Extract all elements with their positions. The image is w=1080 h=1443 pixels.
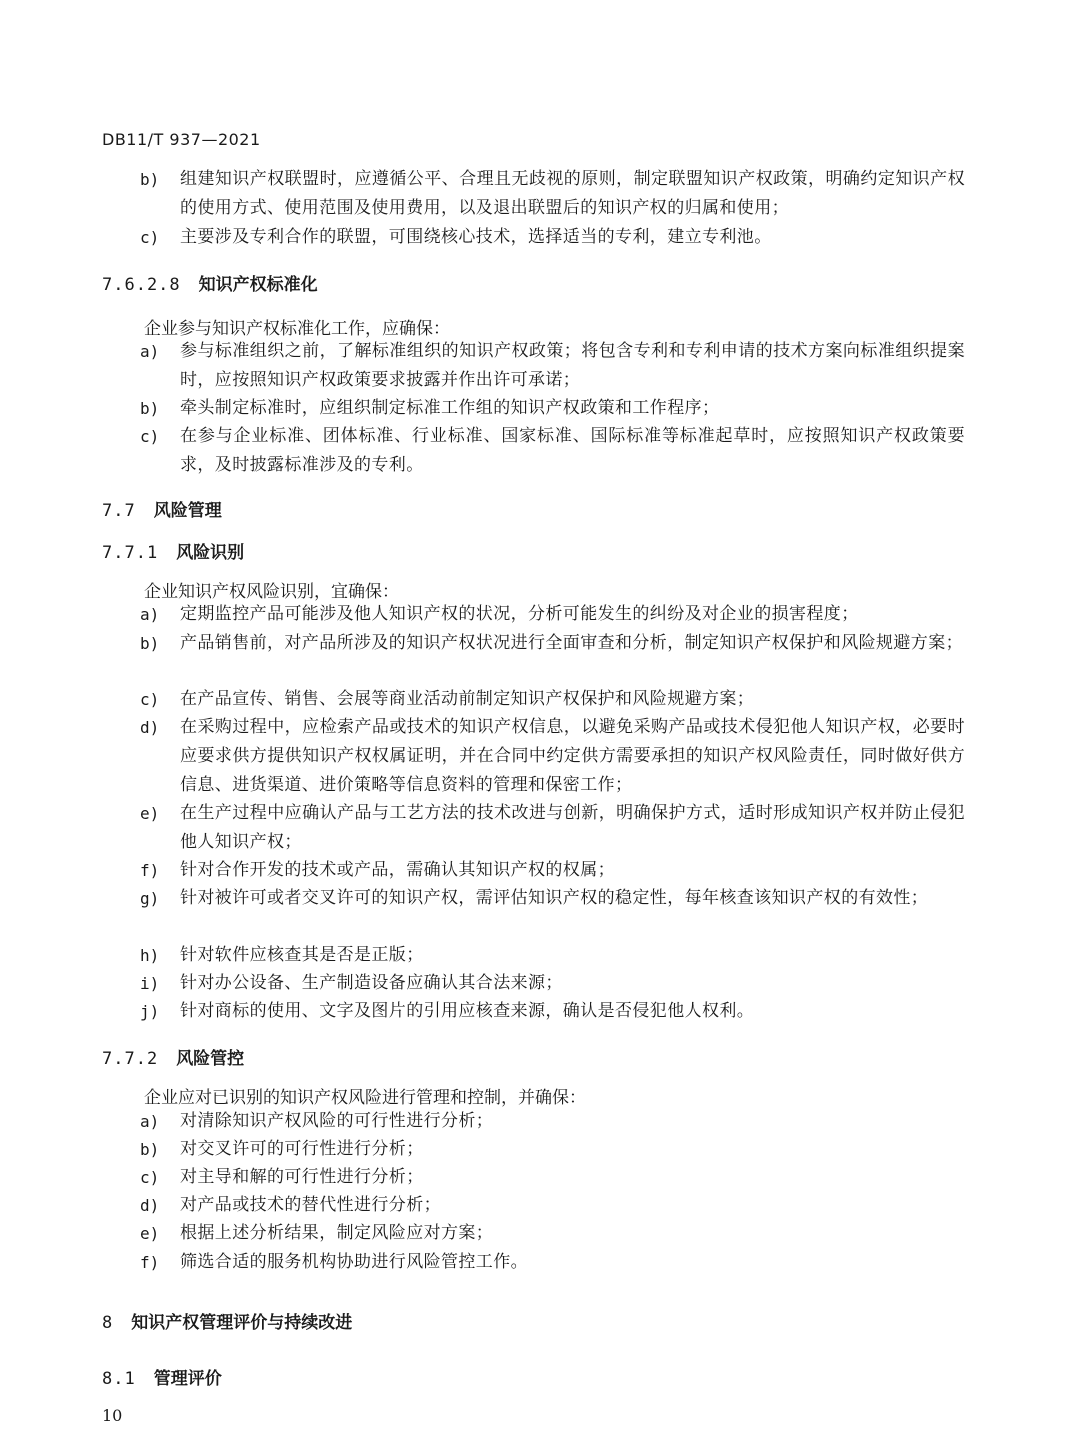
item-text: 在生产过程中应确认产品与工艺方法的技术改进与创新，明确保护方式，适时形成知识产权并防止侵犯他人知识产权； <box>180 803 965 852</box>
item-text: 筛选合适的服务机构协助进行风险管控工作。 <box>180 1252 528 1272</box>
section-number: 7.7.1 <box>102 543 159 563</box>
item-label: b) <box>140 1140 160 1159</box>
item-text: 产品销售前，对产品所涉及的知识产权状况进行全面审查和分析，制定知识产权保护和风险规避方案； <box>180 633 963 653</box>
section-intro: 企业应对已识别的知识产权风险进行管理和控制，并确保： <box>144 1088 586 1108</box>
section-title: 风险管理 <box>153 501 222 521</box>
item-label: c) <box>140 427 160 446</box>
item-text: 主要涉及专利合作的联盟，可围绕核心技术，选择适当的专利，建立专利池。 <box>180 227 772 247</box>
item-label: e) <box>140 1224 160 1243</box>
item-label: a) <box>140 1112 160 1131</box>
section-title: 知识产权管理评价与持续改进 <box>131 1313 353 1333</box>
section-number: 7.6.2.8 <box>102 275 181 295</box>
item-text: 对交叉许可的可行性进行分析； <box>180 1139 424 1159</box>
item-text: 在参与企业标准、团体标准、行业标准、国家标准、国际标准等标准起草时，应按照知识产权政策要求，及时披露标准涉及的专利。 <box>180 426 965 475</box>
section-heading <box>102 496 222 521</box>
section-intro: 企业参与知识产权标准化工作，应确保： <box>144 319 450 339</box>
item-label: c) <box>140 690 160 709</box>
page-number: 10 <box>102 1406 123 1425</box>
item-text: 对产品或技术的替代性进行分析； <box>180 1195 441 1215</box>
item-text: 针对办公设备、生产制造设备应确认其合法来源； <box>180 973 563 993</box>
item-label: i) <box>140 974 160 993</box>
item-label: f) <box>140 861 160 880</box>
section-heading <box>102 538 244 563</box>
item-text: 在产品宣传、销售、会展等商业活动前制定知识产权保护和风险规避方案； <box>180 689 755 709</box>
item-label: c) <box>140 228 160 247</box>
item-label: d) <box>140 1196 160 1215</box>
section-number: 8.1 <box>102 1369 136 1389</box>
item-text: 针对商标的使用、文字及图片的引用应核查来源，确认是否侵犯他人权利。 <box>180 1001 755 1021</box>
item-text: 在采购过程中，应检索产品或技术的知识产权信息，以避免采购产品或技术侵犯他人知识产权，必要时应要求供方提供知识产权权属证明，并在合同中约定供方需要承担的知识产权风险责任，同时做好供方信息、进货渠道、进价策略等信息资料的管理和保密工作； <box>180 717 965 795</box>
item-text: 组建知识产权联盟时，应遵循公平、合理且无歧视的原则，制定联盟知识产权政策，明确约定知识产权的使用方式、使用范围及使用费用，以及退出联盟后的知识产权的归属和使用； <box>180 169 965 218</box>
section-title: 风险管控 <box>176 1049 245 1069</box>
item-label: a) <box>140 605 160 624</box>
section-title: 知识产权标准化 <box>198 275 318 295</box>
section-number: 8 <box>102 1313 114 1333</box>
item-label: e) <box>140 804 160 823</box>
item-text: 参与标准组织之前，了解标准组织的知识产权政策；将包含专利和专利申请的技术方案向标准组织提案时，应按照知识产权政策要求披露并作出许可承诺； <box>180 341 965 390</box>
item-label: c) <box>140 1168 160 1187</box>
item-text: 牵头制定标准时，应组织制定标准工作组的知识产权政策和工作程序； <box>180 398 720 418</box>
item-text: 对主导和解的可行性进行分析； <box>180 1167 424 1187</box>
item-label: j) <box>140 1002 160 1021</box>
item-label: b) <box>140 399 160 418</box>
section-heading <box>102 1044 244 1069</box>
section-title: 管理评价 <box>153 1369 222 1389</box>
item-label: g) <box>140 889 160 908</box>
section-title: 风险识别 <box>176 543 245 563</box>
section-heading <box>102 270 318 295</box>
item-label: b) <box>140 170 160 189</box>
item-label: b) <box>140 634 160 653</box>
item-label: h) <box>140 946 160 965</box>
item-text: 根据上述分析结果，制定风险应对方案； <box>180 1223 494 1243</box>
section-heading <box>102 1308 352 1333</box>
item-label: d) <box>140 718 160 737</box>
section-number: 7.7.2 <box>102 1049 159 1069</box>
section-heading <box>102 1364 222 1389</box>
item-text: 针对软件应核查其是否是正版； <box>180 945 424 965</box>
document-id: DB11/T 937—2021 <box>102 130 261 149</box>
item-text: 针对被许可或者交叉许可的知识产权，需评估知识产权的稳定性，每年核查该知识产权的有效性； <box>180 888 929 908</box>
item-text: 对清除知识产权风险的可行性进行分析； <box>180 1111 494 1131</box>
item-label: f) <box>140 1253 160 1272</box>
item-text: 针对合作开发的技术或产品，需确认其知识产权的权属； <box>180 860 615 880</box>
item-text: 定期监控产品可能涉及他人知识产权的状况，分析可能发生的纠纷及对企业的损害程度； <box>180 604 859 624</box>
item-label: a) <box>140 342 160 361</box>
section-intro: 企业知识产权风险识别，宜确保： <box>144 582 399 602</box>
section-number: 7.7 <box>102 501 136 521</box>
